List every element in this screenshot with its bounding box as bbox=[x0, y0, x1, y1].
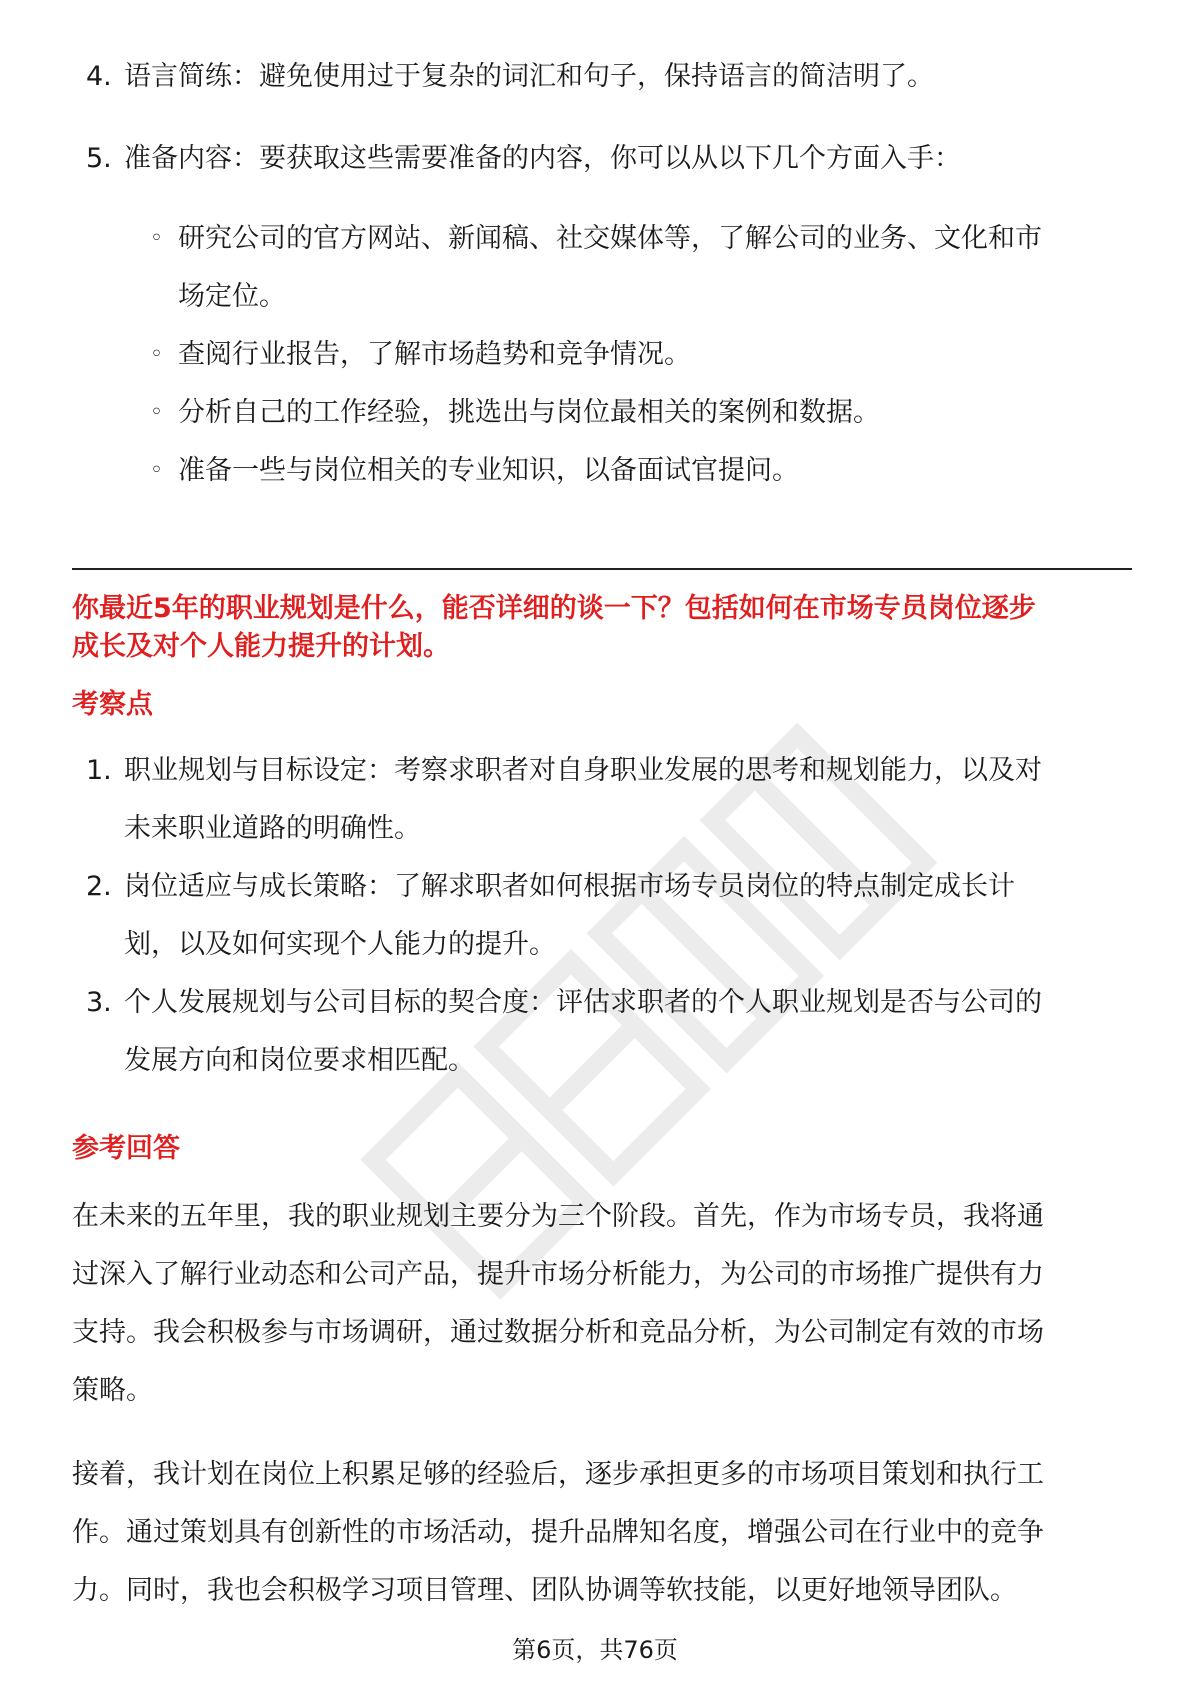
top-list-item-5 bbox=[72, 130, 1132, 188]
answer-paragraph bbox=[72, 1446, 1132, 1620]
list-text-cont: 划，以及如何实现个人能力的提升。 bbox=[124, 929, 556, 960]
paragraph-line: 力。同时，我也会积极学习项目管理、团队协调等软技能，以更好地领导团队。 bbox=[72, 1575, 1017, 1606]
bullet-item bbox=[72, 384, 1132, 442]
list-number: 2. bbox=[86, 871, 112, 902]
list-item bbox=[72, 130, 1132, 188]
bullet-item bbox=[72, 210, 1132, 326]
list-number: 1. bbox=[86, 755, 112, 786]
list-text: 语言简练：避免使用过于复杂的词汇和句子，保持语言的简洁明了。 bbox=[124, 61, 934, 92]
bullet-text-cont: 场定位。 bbox=[178, 281, 286, 312]
bullet-text: 分析自己的工作经验，挑选出与岗位最相关的案例和数据。 bbox=[178, 397, 880, 428]
paragraph-line: 过深入了解行业动态和公司产品，提升市场分析能力，为公司的市场推广提供有力 bbox=[72, 1259, 1044, 1290]
bullet-icon: ◦ bbox=[150, 400, 163, 425]
paragraph-line: 接着，我计划在岗位上积累足够的经验后，逐步承担更多的市场项目策划和执行工 bbox=[72, 1459, 1044, 1490]
points-heading: 考察点 bbox=[72, 689, 153, 720]
paragraph-line: 作。通过策划具有创新性的市场活动，提升品牌知名度，增强公司在行业中的竞争 bbox=[72, 1517, 1044, 1548]
question-line: 成长及对个人能力提升的计划。 bbox=[72, 631, 450, 662]
list-text: 职业规划与目标设定：考察求职者对自身职业发展的思考和规划能力，以及对 bbox=[124, 755, 1042, 786]
bullet-item bbox=[72, 442, 1132, 500]
list-number: 5. bbox=[86, 143, 112, 174]
bullet-text: 查阅行业报告，了解市场趋势和竞争情况。 bbox=[178, 339, 691, 370]
paragraph-line: 在未来的五年里，我的职业规划主要分为三个阶段。首先，作为市场专员，我将通 bbox=[72, 1201, 1044, 1232]
list-text: 岗位适应与成长策略：了解求职者如何根据市场专员岗位的特点制定成长计 bbox=[124, 871, 1015, 902]
paragraph-line: 策略。 bbox=[72, 1375, 153, 1406]
list-text: 个人发展规划与公司目标的契合度：评估求职者的个人职业规划是否与公司的 bbox=[124, 987, 1042, 1018]
list-text-cont: 发展方向和岗位要求相匹配。 bbox=[124, 1045, 475, 1076]
list-item bbox=[72, 742, 1132, 858]
bullet-icon: ◦ bbox=[150, 226, 163, 251]
bullet-list bbox=[72, 210, 1132, 500]
answer-heading: 参考回答 bbox=[72, 1133, 180, 1164]
list-item bbox=[72, 48, 1132, 106]
answer-paragraph bbox=[72, 1188, 1132, 1420]
paragraph-line: 支持。我会积极参与市场调研，通过数据分析和竞品分析，为公司制定有效的市场 bbox=[72, 1317, 1044, 1348]
question-line: 你最近5年的职业规划是什么，能否详细的谈一下？包括如何在市场专员岗位逐步 bbox=[72, 593, 1036, 624]
bullet-text: 准备一些与岗位相关的专业知识，以备面试官提问。 bbox=[178, 455, 799, 486]
list-item bbox=[72, 974, 1132, 1090]
points-list bbox=[72, 742, 1132, 1090]
list-text-cont: 未来职业道路的明确性。 bbox=[124, 813, 421, 844]
section-divider bbox=[72, 568, 1132, 570]
list-number: 3. bbox=[86, 987, 112, 1018]
list-item bbox=[72, 858, 1132, 974]
bullet-icon: ◦ bbox=[150, 458, 163, 483]
bullet-icon: ◦ bbox=[150, 342, 163, 367]
bullet-text: 研究公司的官方网站、新闻稿、社交媒体等，了解公司的业务、文化和市 bbox=[178, 223, 1042, 254]
list-text: 准备内容：要获取这些需要准备的内容，你可以从以下几个方面入手： bbox=[124, 143, 961, 174]
page-footer: 第6页，共76页 bbox=[512, 1636, 678, 1664]
bullet-item bbox=[72, 326, 1132, 384]
list-number: 4. bbox=[86, 61, 112, 92]
question-title bbox=[72, 590, 1132, 666]
top-list bbox=[72, 48, 1132, 106]
